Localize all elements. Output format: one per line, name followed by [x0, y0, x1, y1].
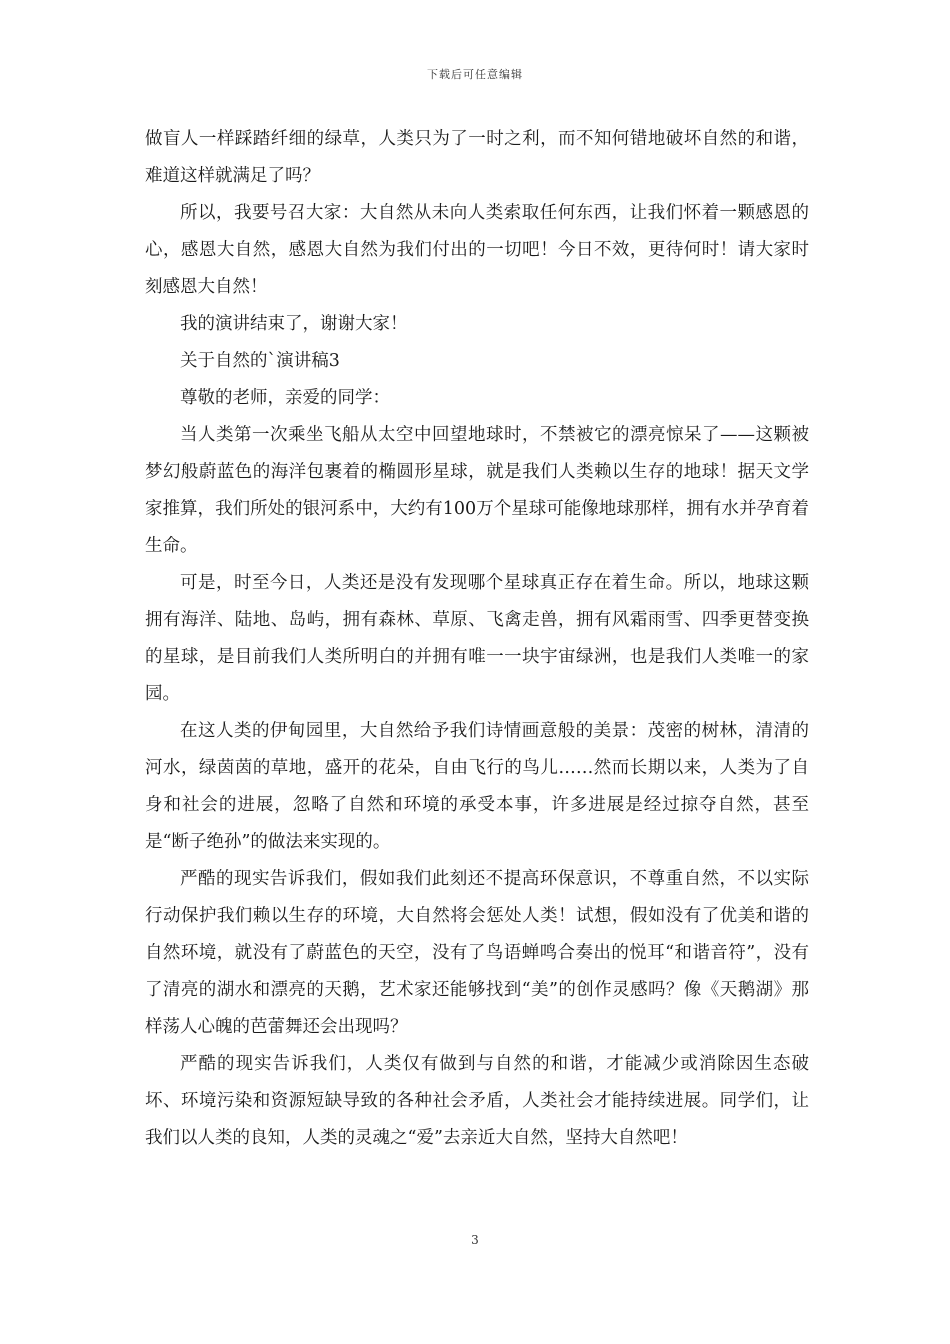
- paragraph-only-home: 可是，时至今日，人类还是没有发现哪个星球真正存在着生命。所以，地球这颗拥有海洋、陆地、岛屿，拥有森林、草原、飞禽走兽，拥有风霜雨雪、四季更替变换的星球，是目前我们人类所明白的并拥有唯一一块宇宙绿洲，也是我们人类唯一的家园。: [145, 573, 809, 704]
- document-body: [145, 121, 809, 1157]
- paragraph-eden: 在这人类的伊甸园里，大自然给予我们诗情画意般的美景：茂密的树林，清清的河水，绿茵茵的草地，盛开的花朵，自由飞行的鸟儿……然而长期以来，人类为了自身和社会的进展，忽略了自然和环境的承受本事，许多进展是经过掠夺自然，甚至是“断子绝孙”的做法来实现的。: [145, 721, 809, 852]
- paragraph-earth-from-space: 当人类第一次乘坐飞船从太空中回望地球时，不禁被它的漂亮惊呆了——这颗被梦幻般蔚蓝色的海洋包裹着的椭圆形星球，就是我们人类赖以生存的地球！据天文学家推算，我们所处的银河系中，大约有100万个星球可能像地球那样，拥有水并孕育着生命。: [145, 425, 809, 556]
- page-number: 3: [471, 1233, 479, 1247]
- section-title: 关于自然的`演讲稿3: [180, 351, 340, 371]
- page-header: 下载后可任意编辑: [427, 68, 523, 81]
- paragraph-call-to-action: 所以，我要号召大家：大自然从未向人类索取任何东西，让我们怀着一颗感恩的心，感恩大自然，感恩大自然为我们付出的一切吧！今日不效，更待何时！请大家时刻感恩大自然！: [145, 203, 809, 297]
- paragraph-harsh-reality-1: 严酷的现实告诉我们，假如我们此刻还不提高环保意识，不尊重自然，不以实际行动保护我们赖以生存的环境，大自然将会惩处人类！试想，假如没有了优美和谐的自然环境，就没有了蔚蓝色的天空，没有了鸟语蝉鸣合奏出的悦耳“和谐音符”，没有了清亮的湖水和漂亮的天鹅，艺术家还能够找到“美”的创作灵感吗？像《天鹅湖》那样荡人心魄的芭蕾舞还会出现吗？: [145, 869, 809, 1037]
- salutation: 尊敬的老师，亲爱的同学：: [180, 388, 390, 408]
- paragraph-harsh-reality-2: 严酷的现实告诉我们，人类仅有做到与自然的和谐，才能减少或消除因生态破坏、环境污染和资源短缺导致的各种社会矛盾，人类社会才能持续进展。同学们，让我们以人类的良知，人类的灵魂之“爱”去亲近大自然，坚持大自然吧！: [145, 1054, 809, 1148]
- paragraph-continued: 做盲人一样踩踏纤细的绿草，人类只为了一时之利，而不知何错地破坏自然的和谐，难道这样就满足了吗？: [145, 129, 809, 186]
- paragraph-closing: 我的演讲结束了，谢谢大家！: [180, 314, 408, 334]
